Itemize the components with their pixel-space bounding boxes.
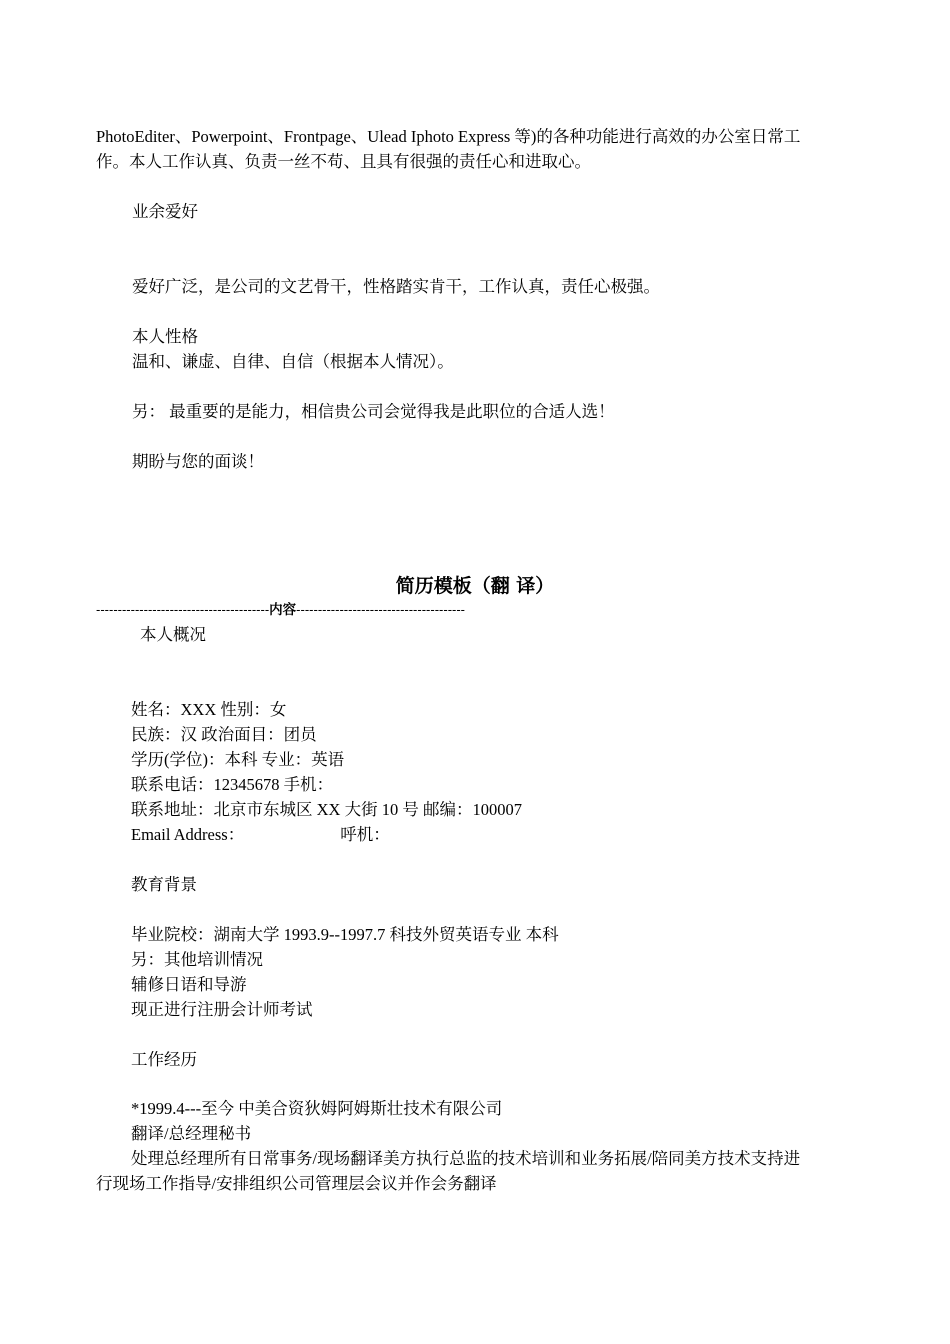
work-duties-line-2: 行现场工作指导/安排组织公司管理层会议并作会务翻译 [96,1174,497,1193]
content-divider [96,600,465,620]
note-text: 另： 最重要的是能力，相信贵公司会觉得我是此职位的合适人选！ [132,402,615,421]
divider-right: --------------------------------------- [296,602,466,617]
profile-name-gender: 姓名：XXX 性别：女 [131,700,287,719]
closing-text: 期盼与您的面谈！ [132,452,264,471]
intro-line-2: 作。本人工作认真、负责一丝不苟、且具有很强的责任心和进取心。 [96,152,591,171]
profile-education-major: 学历(学位)：本科 专业：英语 [131,750,345,769]
work-duties-line-1: 处理总经理所有日常事务/现场翻译美方执行总监的技术培训和业务拓展/陪同美方技术支持进 [131,1149,801,1168]
education-heading: 教育背景 [131,875,197,894]
intro-line-1: PhotoEditer、Powerpoint、Frontpage、Ulead Iphoto Express 等)的各种功能进行高效的办公室日常工 [96,127,801,146]
profile-address: 联系地址：北京市东城区 XX 大街 10 号 邮编：100007 [131,800,522,819]
profile-heading: 本人概况 [140,625,206,644]
education-school: 毕业院校：湖南大学 1993.9--1997.7 科技外贸英语专业 本科 [131,925,559,944]
work-heading: 工作经历 [131,1050,197,1069]
hobbies-text: 爱好广泛，是公司的文艺骨干，性格踏实肯干，工作认真，责任心极强。 [132,277,660,296]
profile-ethnicity-politics: 民族：汉 政治面目：团员 [131,725,317,744]
divider-label: 内容 [269,602,297,618]
work-period-company: *1999.4---至今 中美合资狄姆阿姆斯壮技术有限公司 [131,1099,503,1118]
education-other-training: 另：其他培训情况 [131,950,263,969]
personality-text: 温和、谦虚、自律、自信（根据本人情况）。 [132,352,454,371]
hobbies-heading: 业余爱好 [132,202,198,221]
divider-left: ---------------------------------------- [96,602,270,617]
email-label: Email Address： [131,825,245,844]
profile-phone: 联系电话：12345678 手机： [131,775,334,794]
education-minor: 辅修日语和导游 [131,975,247,994]
pager-label: 呼机： [340,825,390,844]
work-position: 翻译/总经理秘书 [131,1124,252,1143]
personality-heading: 本人性格 [132,327,198,346]
education-exam: 现正进行注册会计师考试 [131,1000,313,1019]
profile-email-pager [131,824,390,846]
template-title: 简历模板（翻 译） [395,575,555,597]
